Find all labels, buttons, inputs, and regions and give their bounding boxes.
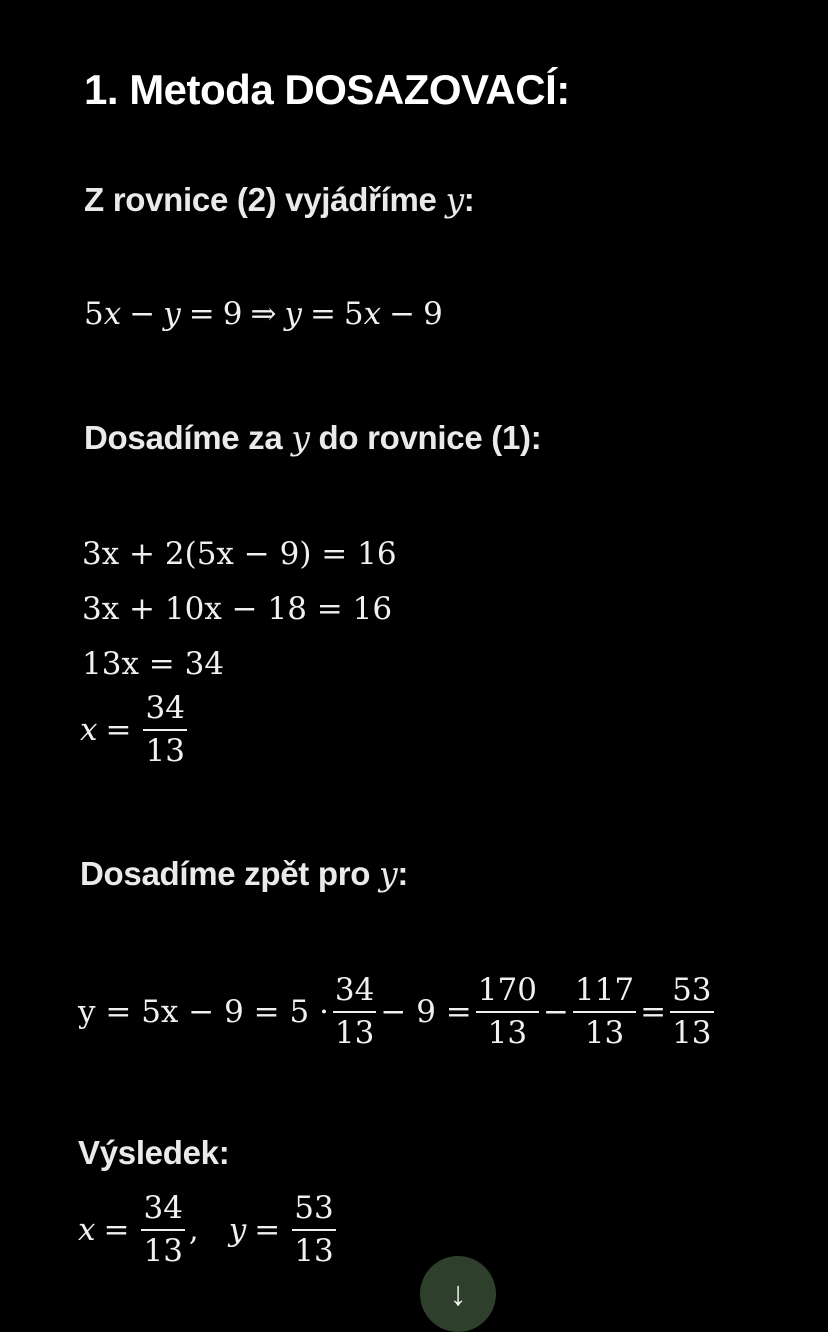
fraction-denominator: 13 [487, 1014, 528, 1051]
fraction-numerator: 34 [143, 1190, 183, 1226]
eq1-nine: 9 [222, 296, 243, 332]
y-calc-fraction-3 [573, 974, 636, 1049]
eq1-rhs-y: y [284, 296, 302, 332]
x-var: x [80, 711, 98, 748]
step1-var: y [445, 180, 464, 219]
page-title: 1. Metoda DOSAZOVACÍ: [84, 66, 570, 113]
step3-colon: : [397, 855, 409, 892]
eq1-rhs-nine: 9 [423, 296, 443, 332]
final-separator: , [188, 1211, 199, 1248]
eq1-x: x [103, 296, 122, 332]
fraction-denominator: 13 [334, 1014, 375, 1051]
step2-post: do rovnice (1): [309, 419, 542, 456]
step3-heading [80, 854, 408, 893]
x-fraction-numerator: 34 [145, 690, 185, 726]
eq1-rhs-coef: 5 [343, 296, 364, 332]
final-x-var: x [78, 1211, 96, 1248]
y-calc-fraction-1 [333, 974, 376, 1049]
fraction-numerator: 170 [477, 972, 537, 1008]
step2-heading [84, 418, 541, 457]
fraction-numerator: 53 [672, 972, 712, 1008]
step3-pre: Dosadíme zpět pro [80, 855, 379, 892]
arrow-down-icon: ↓ [449, 1274, 467, 1313]
eq1-coef: 5 [84, 296, 104, 332]
step1-heading [84, 180, 475, 219]
fraction-numerator: 53 [294, 1190, 334, 1226]
step1-label: Z rovnice (2) vyjádříme [84, 181, 446, 218]
step3-var: y [378, 854, 398, 893]
fraction-bar [143, 729, 186, 731]
scroll-down-button[interactable] [420, 1256, 496, 1332]
substitution-line-1: 3x + 2(5x − 9) = 16 [82, 536, 397, 572]
y-calc-minus: − [542, 993, 569, 1030]
fraction-bar [476, 1011, 539, 1013]
fraction-bar [333, 1011, 376, 1013]
fraction-bar [670, 1011, 713, 1013]
eq1-equals: = [188, 296, 215, 332]
step2-var: y [291, 418, 310, 457]
fraction-denominator: 13 [672, 1014, 712, 1051]
fraction-bar [141, 1229, 184, 1231]
final-y-fraction [292, 1192, 335, 1267]
fraction-numerator: 34 [334, 972, 375, 1008]
y-calc-mid: − 9 = [380, 993, 472, 1030]
fraction-denominator: 13 [294, 1232, 334, 1269]
y-calc-equals: = [640, 993, 667, 1030]
eq1-rhs-x: x [363, 296, 382, 332]
y-calc-lead: y = 5x − 9 = 5 · [78, 993, 329, 1030]
equation-express-y [84, 296, 443, 332]
result-heading: Výsledek: [78, 1134, 230, 1171]
eq1-implies: ⇒ [250, 296, 277, 332]
final-x-equals: = [103, 1211, 130, 1248]
eq1-equals-2: = [309, 296, 336, 332]
y-calculation [78, 974, 718, 1049]
fraction-bar [292, 1229, 335, 1231]
final-result [78, 1192, 340, 1267]
step2-pre: Dosadíme za [84, 419, 292, 456]
eq1-minus: − [129, 296, 156, 332]
step1-colon: : [463, 181, 475, 218]
eq1-rhs-minus: − [389, 296, 416, 332]
x-solution [80, 692, 191, 767]
substitution-line-2: 3x + 10x − 18 = 16 [82, 591, 393, 627]
final-y-equals: = [254, 1211, 281, 1248]
y-calc-fraction-4 [670, 974, 713, 1049]
final-y-var: y [228, 1211, 247, 1248]
fraction-denominator: 13 [143, 1232, 183, 1269]
x-fraction [143, 692, 186, 767]
substitution-line-3: 13x = 34 [82, 646, 225, 682]
fraction-numerator: 117 [574, 972, 635, 1008]
eq1-y: y [163, 296, 181, 332]
x-equals: = [105, 711, 132, 748]
fraction-bar [573, 1011, 636, 1013]
x-fraction-denominator: 13 [145, 732, 185, 769]
y-calc-fraction-2 [476, 974, 539, 1049]
final-x-fraction [141, 1192, 184, 1267]
fraction-denominator: 13 [584, 1014, 625, 1051]
